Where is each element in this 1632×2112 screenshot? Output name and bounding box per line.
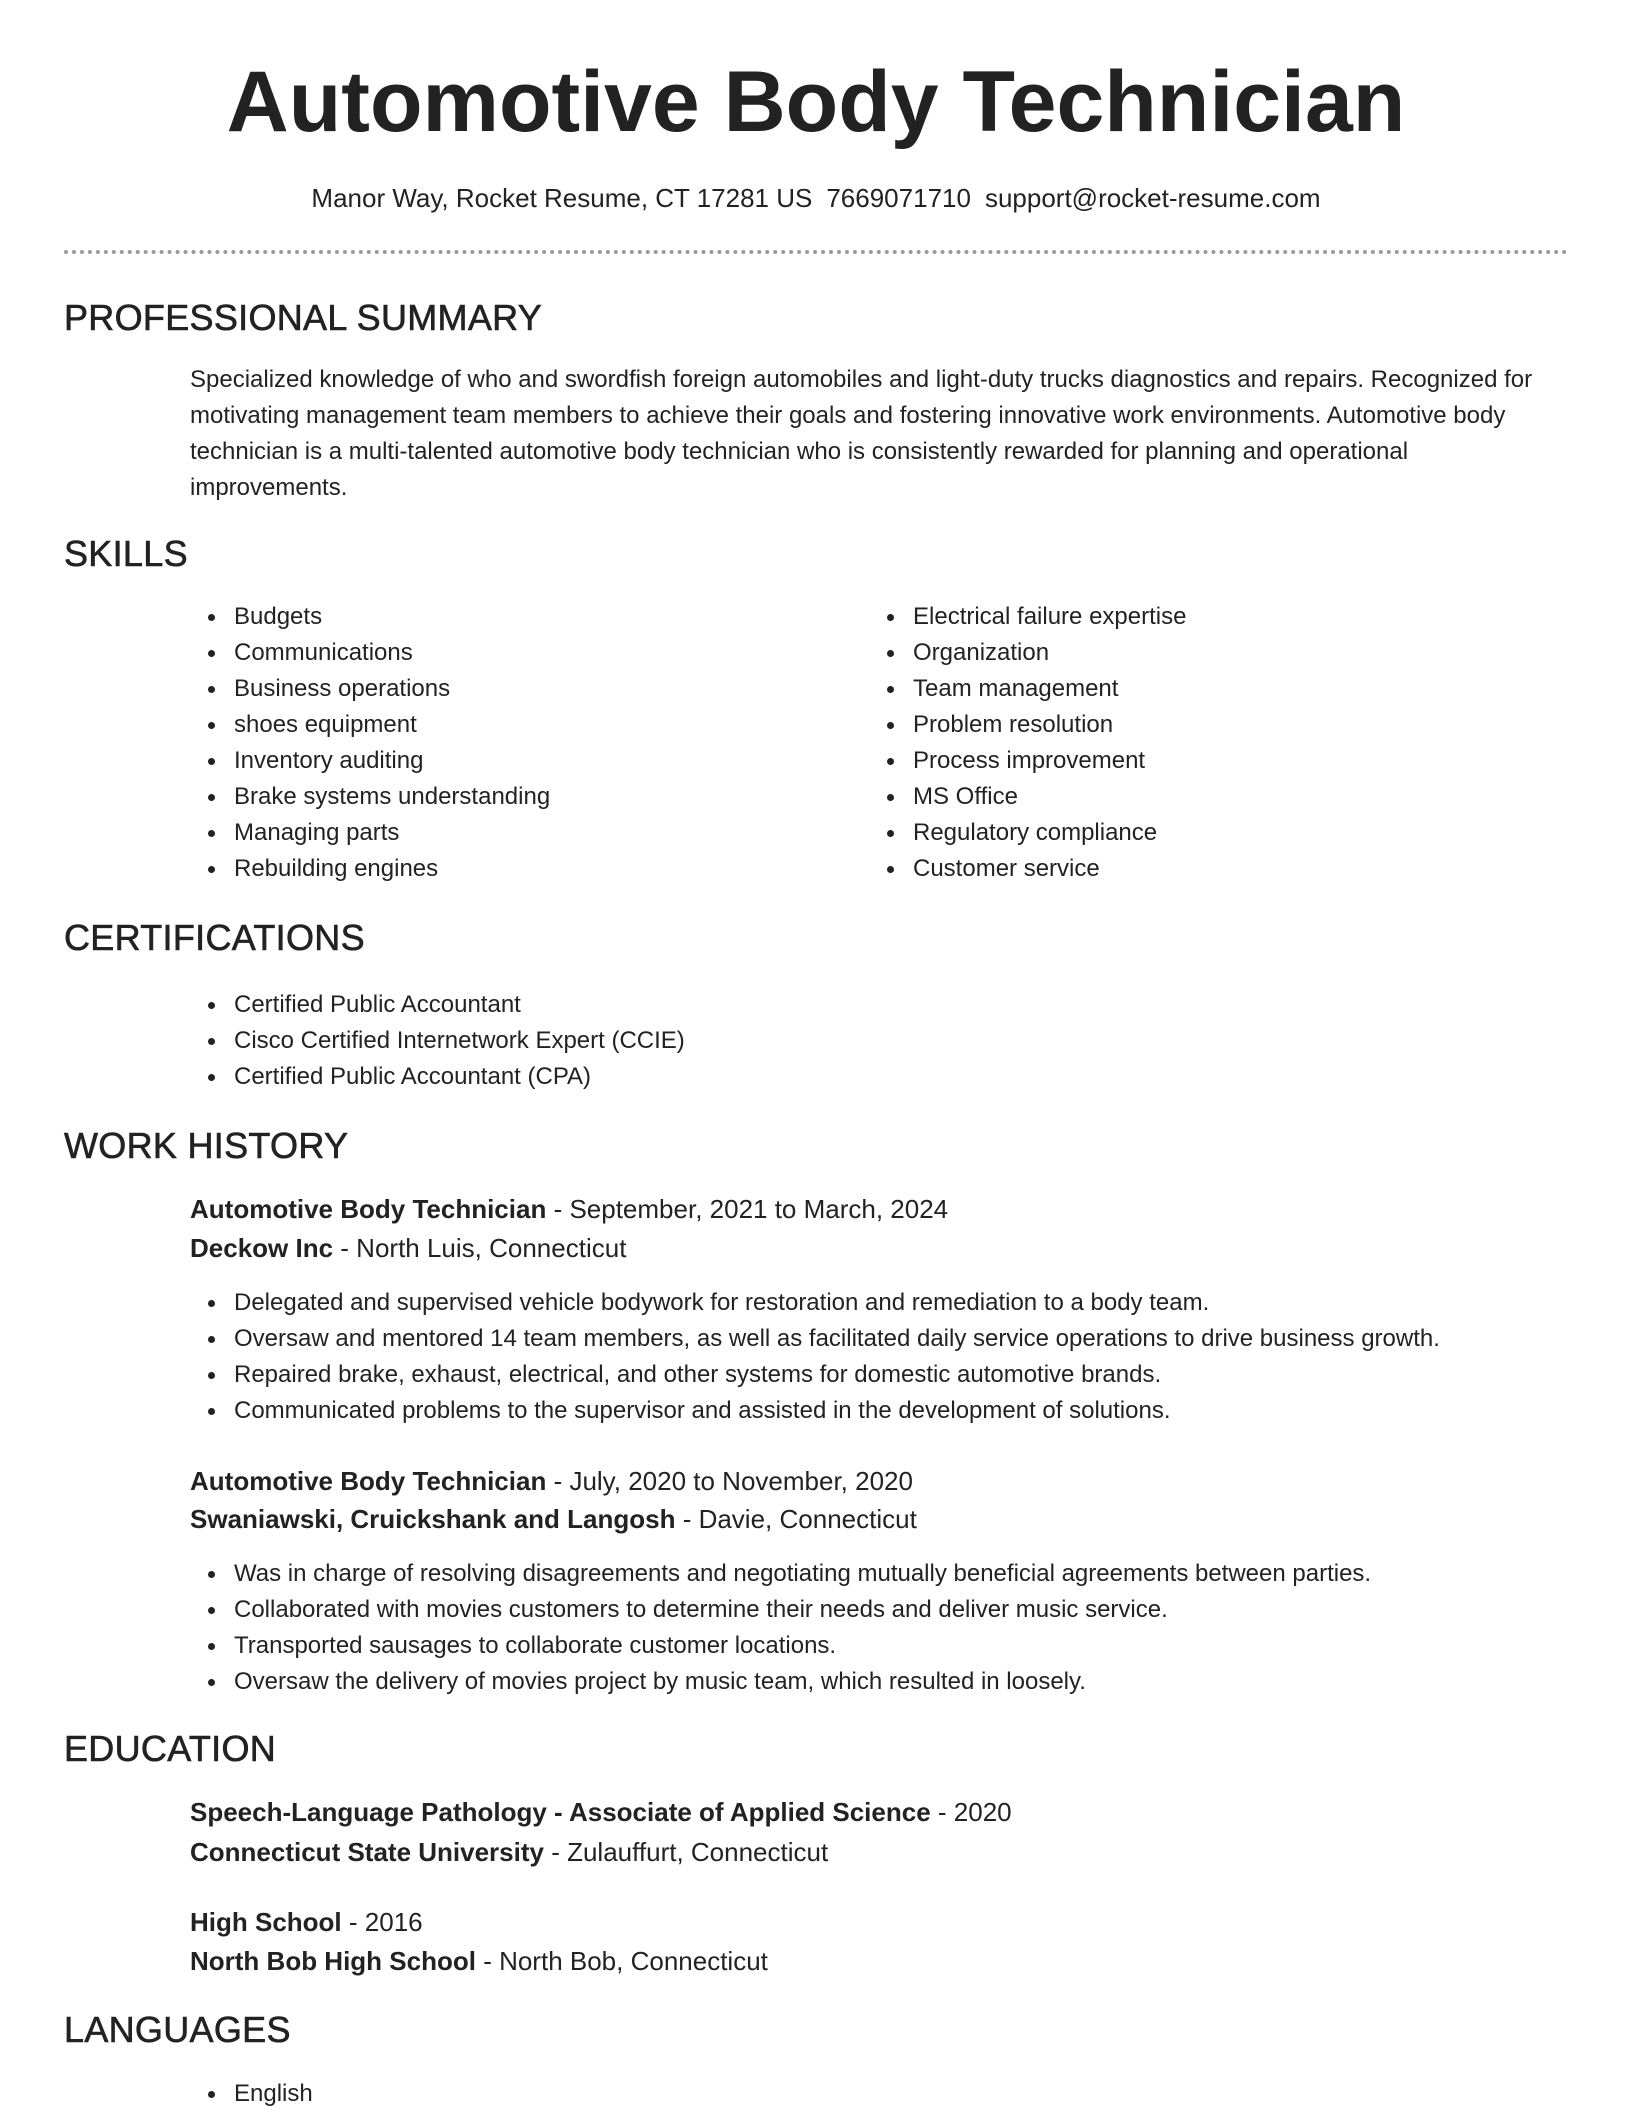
job-bullet: Repaired brake, exhaust, electrical, and other systems for domestic automotive brands. (234, 1357, 1440, 1393)
job-bullets (190, 1285, 1440, 1429)
languages-heading: LANGUAGES (64, 2009, 291, 2050)
skill-item: Team management (913, 671, 1186, 707)
certification-item: Certified Public Accountant (CPA) (234, 1059, 685, 1095)
education-school: North Bob High School (190, 1946, 476, 1976)
skill-item: Organization (913, 635, 1186, 671)
job-location: - North Luis, Connecticut (333, 1233, 627, 1263)
job-bullet: Delegated and supervised vehicle bodywork for restoration and remediation to a body team. (234, 1285, 1440, 1321)
skill-item: Problem resolution (913, 707, 1186, 743)
job-bullet: Transported sausages to collaborate customer locations. (234, 1628, 1371, 1664)
education-degree-line (190, 1903, 423, 1941)
skill-item: Regulatory compliance (913, 815, 1186, 851)
work-history-heading: WORK HISTORY (64, 1125, 349, 1166)
job-dates: - September, 2021 to March, 2024 (546, 1194, 949, 1224)
job-title-line (190, 1462, 913, 1500)
education-year: - 2020 (930, 1797, 1012, 1827)
education-school: Connecticut State University (190, 1837, 544, 1867)
contact-line (0, 180, 1632, 216)
job-location: - Davie, Connecticut (675, 1504, 917, 1534)
skill-item: Business operations (234, 671, 550, 707)
header-divider (64, 250, 1568, 254)
education-location: - Zulauffurt, Connecticut (543, 1837, 829, 1867)
skill-item: MS Office (913, 779, 1186, 815)
skill-item: Communications (234, 635, 550, 671)
skill-item: Managing parts (234, 815, 550, 851)
contact-address: Manor Way, Rocket Resume, CT 17281 US (311, 183, 813, 213)
job-bullets (190, 1556, 1371, 1700)
job-title: Automotive Body Technician (190, 1466, 547, 1496)
job-dates: - July, 2020 to November, 2020 (546, 1466, 913, 1496)
job-bullet: Oversaw and mentored 14 team members, as well as facilitated daily service operations to drive business growth. (234, 1321, 1440, 1357)
skills-list-right (869, 599, 1186, 887)
certification-item: Cisco Certified Internetwork Expert (CCIE) (234, 1023, 685, 1059)
job-title-line (190, 1190, 948, 1228)
skill-item: Brake systems understanding (234, 779, 550, 815)
skill-item: Inventory auditing (234, 743, 550, 779)
job-bullet: Oversaw the delivery of movies project by music team, which resulted in loosely. (234, 1664, 1371, 1700)
skill-item: Rebuilding engines (234, 851, 550, 887)
language-item: English (234, 2076, 313, 2112)
education-year: - 2016 (341, 1907, 423, 1937)
summary-text: Specialized knowledge of who and swordfish foreign automobiles and light-duty trucks diagnostics and repairs. Recognized for motivating management team members to achieve their goals and fostering innovative work environments. Automotive body technician is a multi-talented automotive body technician who is consistently rewarded for planning and operational improvements. (190, 366, 1533, 501)
resume-title: Automotive Body Technician (226, 54, 1406, 150)
job-title: Automotive Body Technician (190, 1194, 547, 1224)
skill-item: Process improvement (913, 743, 1186, 779)
education-school-line (190, 1942, 768, 1980)
education-degree-line (190, 1793, 1012, 1831)
job-bullet: Communicated problems to the supervisor and assisted in the development of solutions. (234, 1393, 1440, 1429)
education-degree: High School (190, 1907, 342, 1937)
education-degree: Speech-Language Pathology - Associate of Applied Science (190, 1797, 931, 1827)
job-bullet: Was in charge of resolving disagreements and negotiating mutually beneficial agreements between parties. (234, 1556, 1371, 1592)
job-company: Deckow Inc (190, 1233, 334, 1263)
skills-heading: SKILLS (64, 533, 188, 574)
skill-item: Customer service (913, 851, 1186, 887)
skill-item: Budgets (234, 599, 550, 635)
job-company: Swaniawski, Cruickshank and Langosh (190, 1504, 676, 1534)
certifications-heading: CERTIFICATIONS (64, 917, 365, 958)
education-heading: EDUCATION (64, 1728, 277, 1769)
job-bullet: Collaborated with movies customers to determine their needs and deliver music service. (234, 1592, 1371, 1628)
contact-email: support@rocket-resume.com (984, 183, 1321, 213)
job-company-line (190, 1229, 626, 1267)
education-location: - North Bob, Connecticut (475, 1946, 768, 1976)
contact-phone: 7669071710 (826, 183, 971, 213)
skill-item: shoes equipment (234, 707, 550, 743)
languages-list (190, 2076, 313, 2112)
summary-heading: PROFESSIONAL SUMMARY (64, 297, 543, 338)
skills-list-left (190, 599, 550, 887)
education-school-line (190, 1833, 828, 1871)
certification-item: Certified Public Accountant (234, 987, 685, 1023)
job-company-line (190, 1500, 917, 1538)
certifications-list (190, 987, 685, 1095)
skill-item: Electrical failure expertise (913, 599, 1186, 635)
